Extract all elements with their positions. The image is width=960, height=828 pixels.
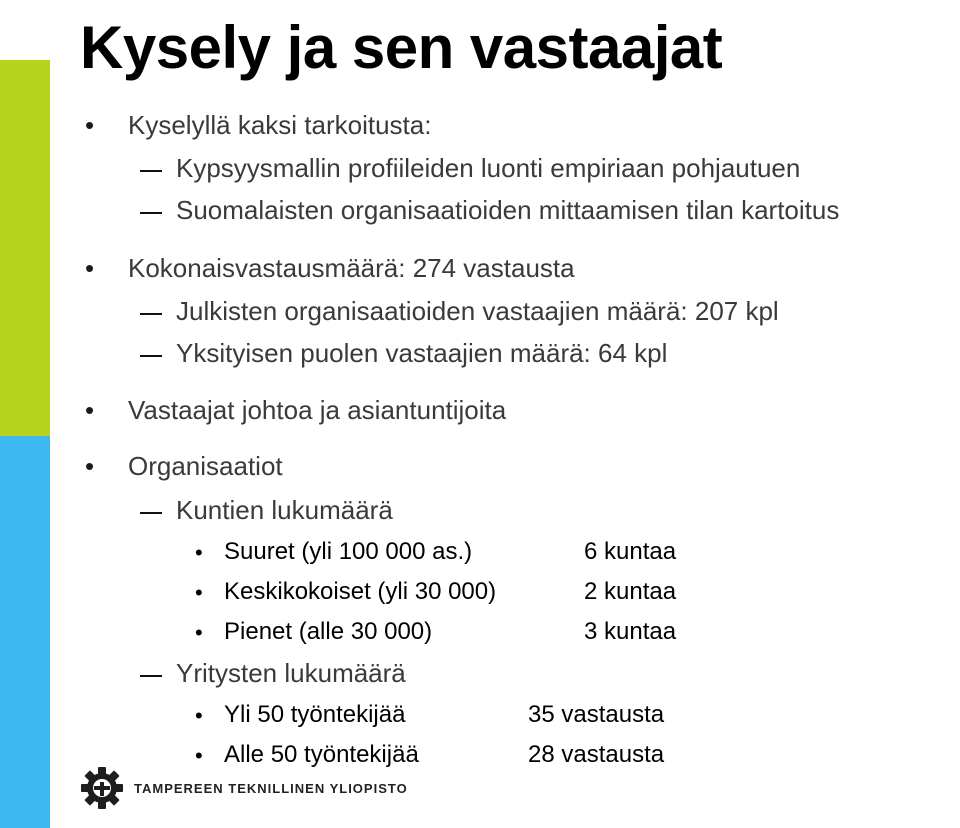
bullet: • [85, 395, 95, 425]
bullet: • [195, 703, 203, 728]
dash-marker [140, 212, 162, 214]
count-value: 3 kuntaa [584, 618, 677, 645]
count-value: 2 kuntaa [584, 578, 677, 605]
sub-bullet-text: Julkisten organisaatioiden vastaajien määrä: 207 kpl [176, 296, 779, 326]
bullet: • [195, 580, 203, 605]
page-title: Kysely ja sen vastaajat [80, 14, 723, 81]
bullet-text: Kokonaisvastausmäärä: 274 vastausta [128, 253, 575, 283]
logo-text: TAMPEREEN TEKNILLINEN YLIOPISTO [134, 780, 408, 796]
sub-bullet-text: Yksityisen puolen vastaajien määrä: 64 kpl [176, 338, 668, 368]
blue-side-band [0, 436, 50, 828]
sub-sub-bullet-text: Keskikokoiset (yli 30 000) [224, 578, 497, 605]
bullet: • [195, 743, 203, 768]
sub-bullet-text: Kuntien lukumäärä [176, 495, 393, 525]
sub-sub-bullet-text: Yli 50 työntekijää [224, 701, 406, 728]
sub-bullet-text: Suomalaisten organisaatioiden mittaamisen tilan kartoitus [176, 195, 840, 225]
count-value: 35 vastausta [528, 701, 665, 728]
bullet: • [85, 451, 95, 481]
bullet: • [85, 253, 95, 283]
sub-sub-bullet-text: Pienet (alle 30 000) [224, 618, 433, 645]
bullet-text: Kyselyllä kaksi tarkoitusta: [128, 110, 432, 140]
sub-sub-bullet-text: Suuret (yli 100 000 as.) [224, 538, 473, 565]
dash-marker [140, 355, 162, 357]
sub-bullet-text: Yritysten lukumäärä [176, 658, 406, 688]
bullet: • [85, 110, 95, 140]
bullet-text: Vastaajat johtoa ja asiantuntijoita [128, 395, 507, 425]
dash-marker [140, 675, 162, 677]
green-side-band [0, 60, 50, 448]
bullet: • [195, 620, 203, 645]
sub-bullet-text: Kypsyysmallin profiileiden luonti empiriaan pohjautuen [176, 153, 801, 183]
university-logo [80, 766, 408, 810]
count-value: 28 vastausta [528, 741, 665, 768]
dash-marker [140, 512, 162, 514]
gear-logo-icon [80, 766, 124, 810]
bullet-text: Organisaatiot [128, 451, 283, 481]
sub-sub-bullet-text: Alle 50 työntekijää [224, 741, 419, 768]
dash-marker [140, 170, 162, 172]
dash-marker [140, 313, 162, 315]
count-value: 6 kuntaa [584, 538, 677, 565]
bullet: • [195, 540, 203, 565]
